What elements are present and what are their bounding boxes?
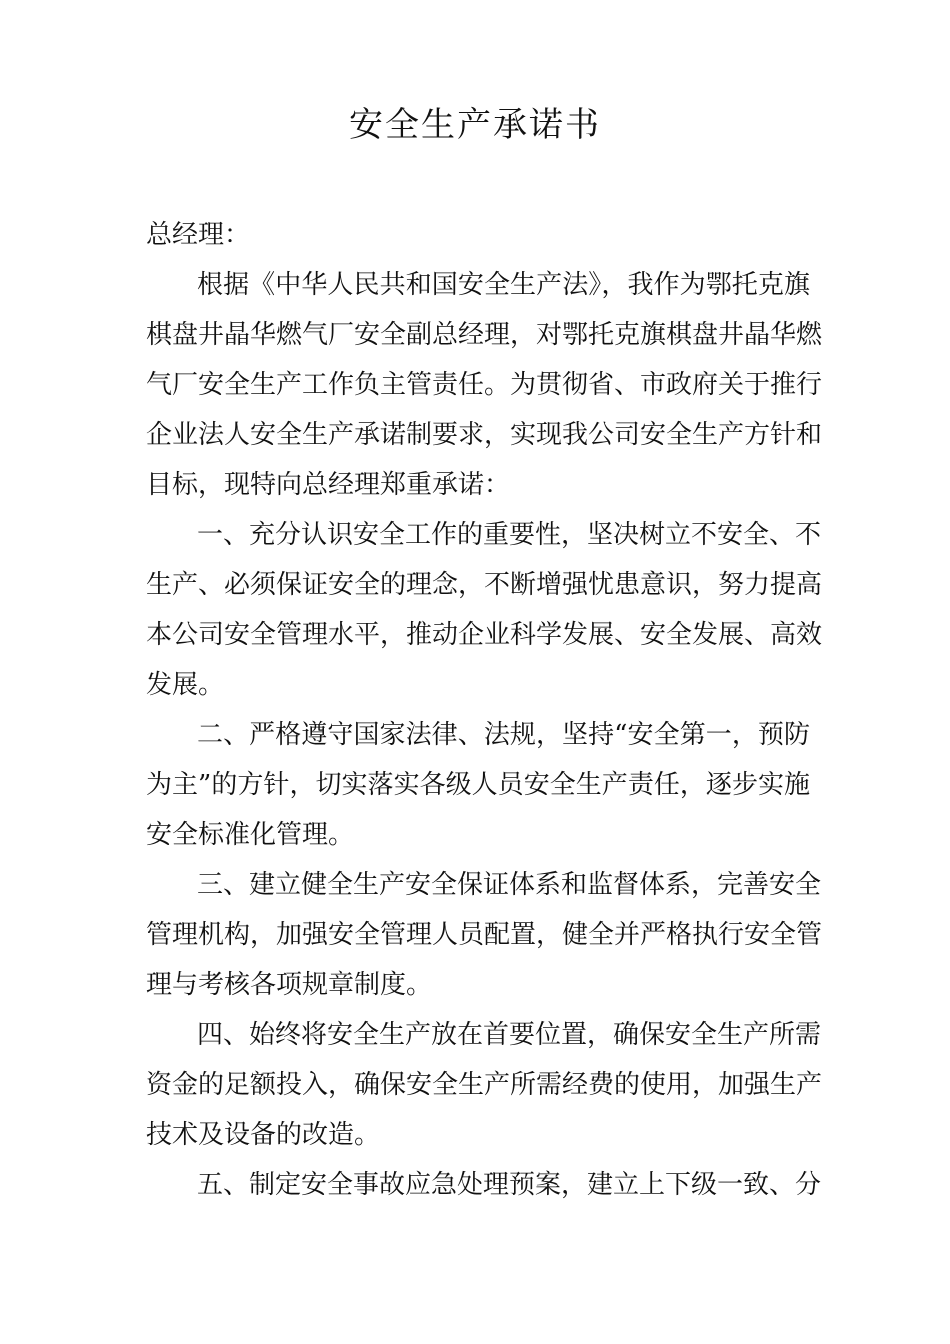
paragraph-line: 气厂安全生产工作负主管责任。为贯彻省、市政府关于推行 <box>146 370 823 400</box>
paragraph-line: 五、制定安全事故应急处理预案，建立上下级一致、分 <box>197 1170 822 1200</box>
paragraph-line: 发展。 <box>146 670 225 700</box>
paragraph-line: 二、严格遵守国家法律、法规，坚持“安全第一，预防 <box>197 720 810 750</box>
paragraph-line: 目标，现特向总经理郑重承诺： <box>146 470 511 500</box>
paragraph-line: 为主”的方针，切实落实各级人员安全生产责任，逐步实施 <box>146 770 810 800</box>
paragraph-line: 根据《中华人民共和国安全生产法》，我作为鄂托克旗 <box>197 270 810 300</box>
paragraph-line: 理与考核各项规章制度。 <box>146 970 433 1000</box>
paragraph-line: 四、始终将安全生产放在首要位置，确保安全生产所需 <box>197 1020 822 1050</box>
paragraph-line: 资金的足额投入，确保安全生产所需经费的使用，加强生产 <box>146 1070 823 1100</box>
document-title: 安全生产承诺书 <box>349 105 601 145</box>
document-body <box>146 210 823 1210</box>
paragraph-line: 技术及设备的改造。 <box>146 1120 381 1150</box>
paragraph-line: 管理机构，加强安全管理人员配置，健全并严格执行安全管 <box>146 920 823 950</box>
paragraph-line: 棋盘井晶华燃气厂安全副总经理，对鄂托克旗棋盘井晶华燃 <box>146 320 823 350</box>
paragraph-line: 企业法人安全生产承诺制要求，实现我公司安全生产方针和 <box>146 420 823 450</box>
paragraph-line: 本公司安全管理水平，推动企业科学发展、安全发展、高效 <box>146 620 823 650</box>
paragraph-line: 三、建立健全生产安全保证体系和监督体系，完善安全 <box>197 870 822 900</box>
paragraph-line: 一、充分认识安全工作的重要性，坚决树立不安全、不 <box>197 520 822 550</box>
paragraph-line: 安全标准化管理。 <box>146 820 355 850</box>
salutation: 总经理： <box>146 220 251 250</box>
paragraph-line: 生产、必须保证安全的理念，不断增强忧患意识，努力提高 <box>146 570 823 600</box>
